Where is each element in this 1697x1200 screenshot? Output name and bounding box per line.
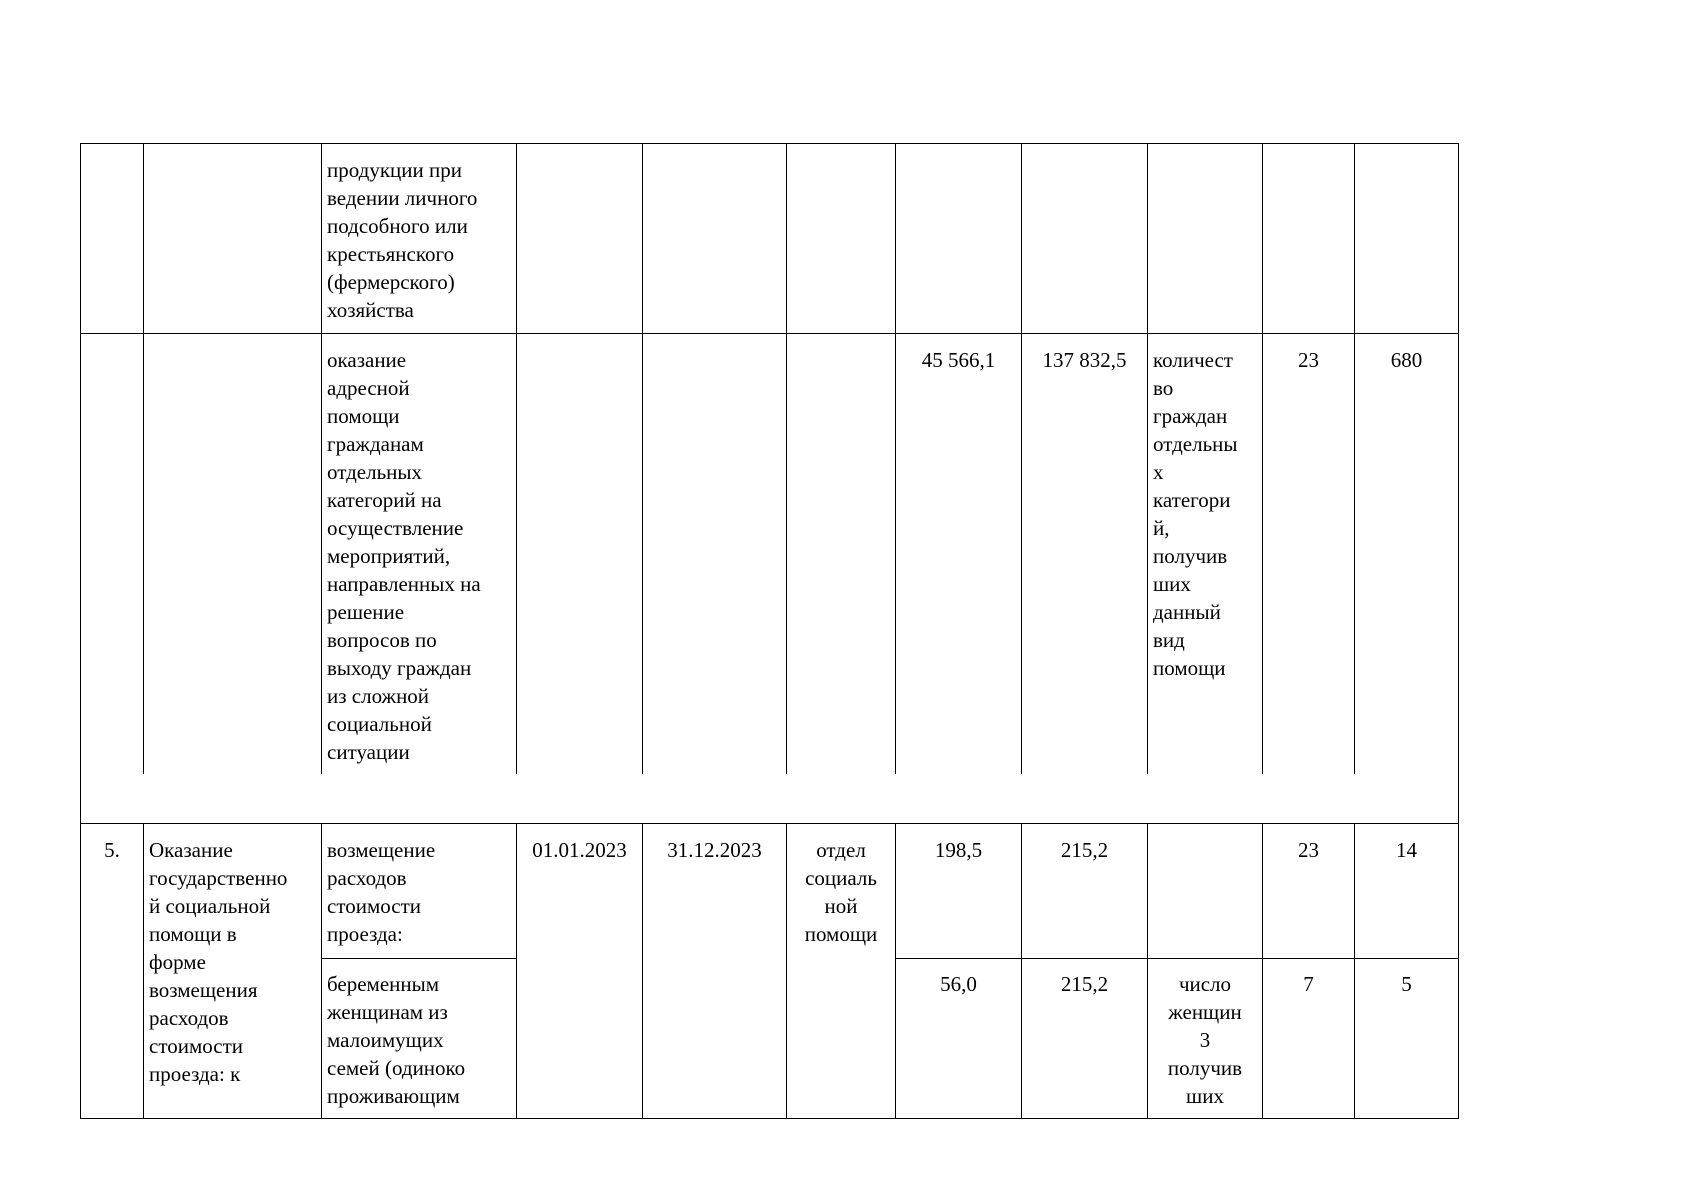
- item-5-number: 5.: [104, 838, 120, 862]
- item-5-subrow-2-indicator-value-2: 5: [1401, 972, 1412, 996]
- col-border-3: [516, 143, 517, 774]
- item-5-subrow-2-indicator: число женщин 3 получив ших: [1167, 972, 1243, 1108]
- col-border-0: [80, 143, 81, 1119]
- item-5-name: Оказание государственно й социальной помощи в форме возмещения расходов стоимости проезда: к: [149, 838, 288, 1086]
- item-5-subrow-1-indicator-value-1: 23: [1298, 838, 1319, 862]
- item-5-subrow-1-value-2: 215,2: [1060, 838, 1109, 862]
- col-border-6: [895, 143, 896, 774]
- col-border-2: [321, 143, 322, 774]
- item-5-subrow-2-indicator-value-1: 7: [1303, 972, 1314, 996]
- col-border-7: [1021, 143, 1022, 774]
- address-help-indicator-value-2: 680: [1390, 348, 1423, 372]
- item-5-subrow-1-value-1: 198,5: [934, 838, 983, 862]
- col-border-10: [1354, 143, 1355, 774]
- address-help-value-2: 137 832,5: [1042, 348, 1127, 372]
- col-border-8: [1147, 143, 1148, 774]
- address-help-indicator-text: количест во граждан отдельны х категори й, получив ших данный вид помощи: [1153, 348, 1238, 680]
- table-bottom-border: [80, 1118, 1458, 1119]
- item-5-subrow-2-value-2: 215,2: [1060, 972, 1109, 996]
- subrow-divider-right: [895, 958, 1458, 959]
- address-help-activity-text: оказание адресной помощи гражданам отдельных категорий на осуществление мероприятий, направленных на решение вопросов по выходу граждан из сложной социальной ситуации: [327, 348, 481, 764]
- col-border-9: [1262, 143, 1263, 774]
- item-5-responsible: отдел социаль ной помощи: [804, 838, 878, 946]
- continuation-activity-text: продукции при ведении личного подсобного или крестьянского (фермерского) хозяйства: [327, 158, 478, 322]
- col-border-3-lower: [516, 823, 517, 1119]
- address-help-indicator-value-1: 23: [1298, 348, 1319, 372]
- item-5-start-date: 01.01.2023: [532, 838, 627, 862]
- item-5-end-date: 31.12.2023: [667, 838, 762, 862]
- subrow-divider-left: [321, 958, 516, 959]
- col-border-2-lower: [321, 823, 322, 1119]
- col-border-4: [642, 143, 643, 774]
- col-border-1: [143, 143, 144, 774]
- row-divider: [80, 333, 1458, 334]
- col-border-5: [786, 143, 787, 774]
- col-border-11: [1458, 143, 1459, 1119]
- item-5-subrow-2-value-1: 56,0: [940, 972, 977, 996]
- item-5-subrow-2-activity: беременным женщинам из малоимущих семей (одиноко проживающим: [327, 972, 466, 1108]
- item-5-subrow-1-activity: возмещение расходов стоимости проезда:: [327, 838, 436, 946]
- table-top-border: [80, 143, 1458, 144]
- address-help-value-1: 45 566,1: [921, 348, 996, 372]
- item-5-subrow-1-indicator-value-2: 14: [1396, 838, 1417, 862]
- section-divider: [80, 823, 1458, 824]
- col-border-1-lower: [143, 823, 144, 1119]
- col-border-4-lower: [642, 823, 643, 1119]
